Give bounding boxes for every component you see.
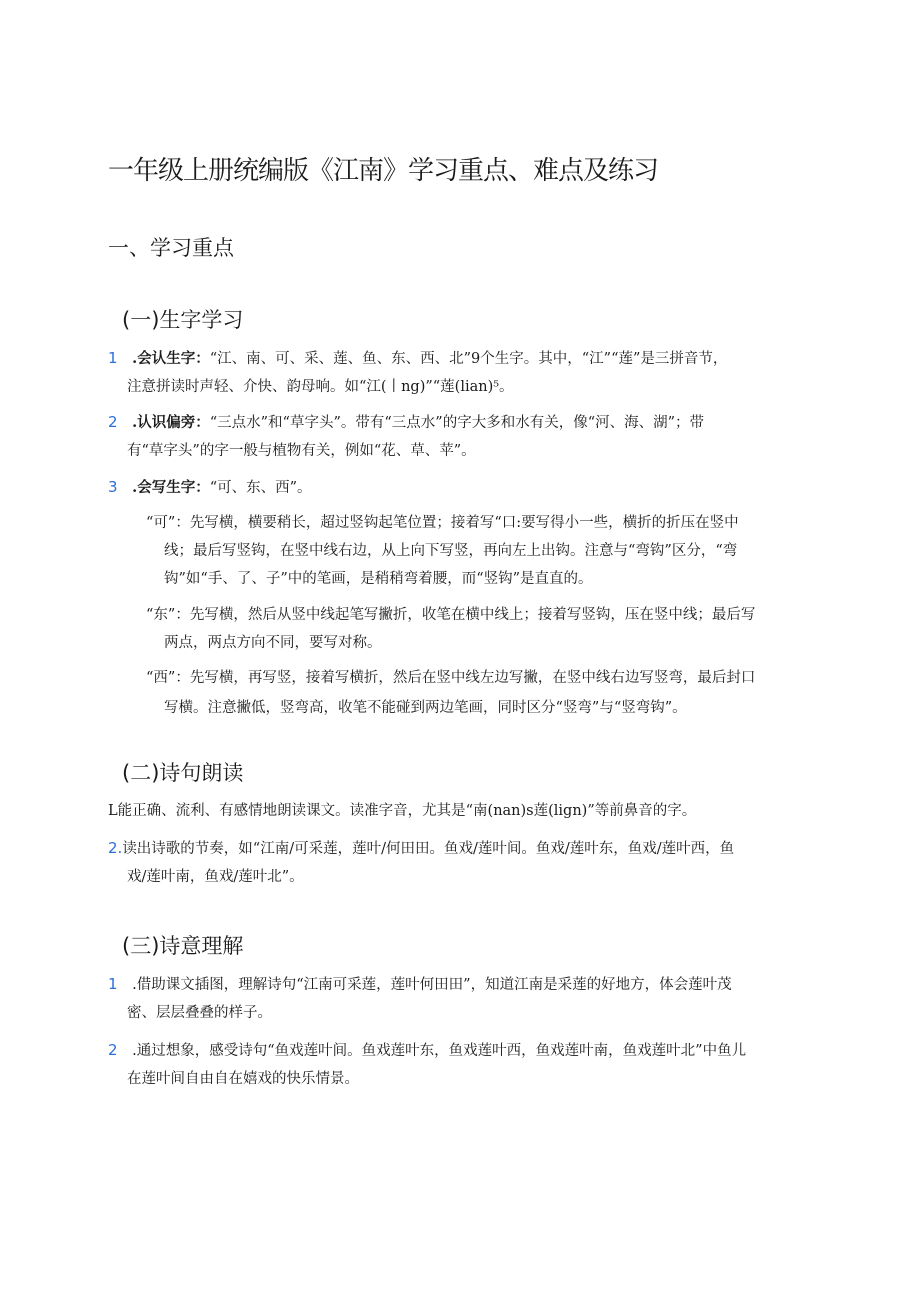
- list-item: [108, 477, 312, 498]
- item-number: 2: [108, 1041, 118, 1059]
- write-guide-line: 线；最后写竖钩，在竖中线右边，从上向下写竖，再向左上出钩。注意与“弯钩”区分，“弯: [164, 543, 738, 559]
- write-guide-line: “可”：先写横，横要稍长，超过竖钩起笔位置；接着写“口:要写得小一些，横折的折压在竖中: [146, 515, 739, 531]
- item-text: .通过想象，感受诗句“鱼戏莲叶间。鱼戏莲叶东，鱼戏莲叶西，鱼戏莲叶南，鱼戏莲叶北”中鱼儿: [132, 1043, 747, 1059]
- list-item: [108, 412, 704, 433]
- item-text: “江、南、可、采、莲、鱼、东、西、北”9个生字。其中，“江”“莲”是三拼音节，: [209, 351, 728, 367]
- subsection-heading-3: (三)诗意理解: [122, 934, 244, 958]
- write-guide-line: 写横。注意撇低，竖弯高，收笔不能碰到两边笔画，同时区分“竖弯”与“竖弯钩”。: [164, 700, 687, 716]
- page-title: 一年级上册统编版《江南》学习重点、难点及练习: [108, 156, 659, 186]
- item-text-continued: 在莲叶间自由自在嬉戏的快乐情景。: [127, 1071, 359, 1087]
- item-number: 1: [108, 975, 118, 993]
- item-number: 2: [108, 413, 118, 431]
- item-number: 1: [108, 349, 118, 367]
- item-label: .会认生字：: [132, 350, 210, 367]
- item-label: .认识偏旁：: [132, 414, 210, 431]
- item-text: “三点水”和“草字头”。带有“三点水”的字大多和水有关，像“河、海、湖”；带: [209, 415, 705, 431]
- list-item: [108, 348, 727, 369]
- list-item: [108, 974, 732, 995]
- item-text-continued: 戏/莲叶南，鱼戏/莲叶北”。: [127, 869, 304, 885]
- write-guide-line: “西”：先写横，再写竖，接着写横折，然后在竖中线左边写撇，在竖中线右边写竖弯，最后封口: [146, 670, 756, 686]
- section-heading-1: 一、学习重点: [108, 236, 234, 260]
- item-number: 3: [108, 478, 118, 496]
- item-text-continued: 注意拼读时声轻、介快、韵母响。如“江(丨ng)”“莲(lian)⁵。: [127, 379, 514, 395]
- list-item: [108, 838, 734, 859]
- item-text-continued: 密、层层叠叠的样子。: [127, 1005, 272, 1021]
- list-item: L能正确、流利、有感情地朗读课文。读准字音，尤其是“南(nan)s莲(lign)”等前鼻音的字。: [108, 803, 697, 819]
- subsection-heading-1: (一)生字学习: [122, 308, 244, 332]
- write-guide-line: 两点，两点方向不同，要写对称。: [164, 635, 382, 651]
- item-number: 2.: [108, 839, 123, 857]
- list-item: [108, 1040, 746, 1061]
- write-guide-line: 钩”如“手、了、子”中的笔画，是稍稍弯着腰，而“竖钩”是直直的。: [164, 571, 593, 587]
- item-text: .借助课文插图，理解诗句“江南可采莲，莲叶何田田”，知道江南是采莲的好地方，体会莲叶茂: [132, 977, 732, 993]
- write-guide-line: “东”：先写横，然后从竖中线起笔写撇折，收笔在横中线上；接着写竖钩，压在竖中线；最后写: [146, 607, 756, 623]
- item-text: 读出诗歌的节奏，如“江南/可采莲，莲叶/何田田。鱼戏/莲叶间。鱼戏/莲叶东，鱼戏/莲叶西，鱼: [122, 841, 735, 857]
- item-text: “可、东、西”。: [209, 480, 312, 496]
- item-text-continued: 有“草字头”的字一般与植物有关，例如“花、草、苹”。: [127, 443, 476, 459]
- subsection-heading-2: (二)诗句朗读: [122, 761, 244, 785]
- item-label: .会写生字：: [132, 479, 210, 496]
